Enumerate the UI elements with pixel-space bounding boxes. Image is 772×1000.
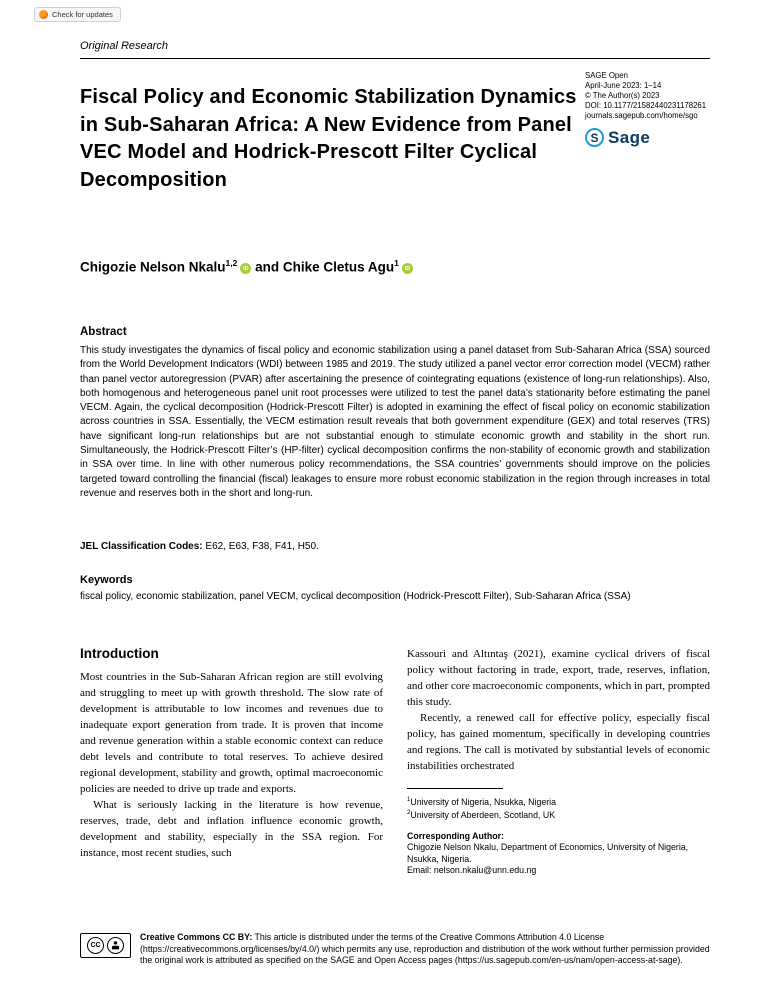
authors-connector: and [251,259,283,275]
sage-wordmark: Sage [608,127,651,147]
corresponding-author-block [407,831,710,877]
author-2-affiliation-sup: 1 [394,258,399,268]
footnote-divider [407,788,503,789]
footnotes-section [407,788,710,877]
affiliation-1-sup: 1 [407,797,411,803]
affiliation-2-sup: 2 [407,810,411,817]
license-body: This article is distributed under the terms of the Creative Commons Attribution 4.0 License (https://creativecommons.org/licenses/by/4.0/) which permits any use, reproduction and distribution of the work without further permission provided the original work is attributed as specified on the SAGE and Open Access pages (https://us.sagepub.com/en-us/nam/open-access-at-sage). [140,932,710,966]
sage-logo [585,128,717,147]
right-paragraph-1: Kassouri and Altıntaş (2021), examine cyclical drivers of fiscal policy without factoring in trade, export, trade, reserves, inflation, and other core macroeconomic components, which in part, prompted this study. [407,648,711,708]
intro-paragraph-1: Most countries in the Sub-Saharan African region are still evolving and struggling to meet up with growth threshold. The slow rate of development is attributable to low incomes and revenues due to inadequate export generation from trade. It is proven that income and revenue generation within a stable economic context can reduce debt levels and contribute to total reserves. To achieve desired regional development, stability and growth, optimal macroeconomic policies are needed to drive up trade and exports. [80,671,383,795]
keywords-section [80,574,710,602]
right-paragraph-2: Recently, a renewed call for effective policy, especially fiscal policy, has gained momentum, specifically in developing countries and regions. The call is motivated by substantial levels of economic instabilities orchestrated [407,712,710,772]
keywords-text: fiscal policy, economic stabilization, panel VECM, cyclical decomposition (Hodrick-Prescott Filter), Sub-Saharan Africa (SSA) [80,591,631,602]
author-1-affiliation-sup: 1,2 [225,258,238,268]
license-section [80,932,712,967]
license-lead: Creative Commons CC BY: [140,932,253,942]
crossmark-icon [39,10,48,19]
cc-by-badge[interactable] [80,933,131,958]
left-column [80,646,383,877]
journal-homepage-link[interactable]: journals.sagepub.com/home/sgo [585,111,698,120]
header-divider [80,58,710,59]
cc-icon: CC [87,937,104,954]
jel-label: JEL Classification Codes: [80,541,203,552]
author-1-name: Chigozie Nelson Nkalu [80,259,226,275]
authors-line [80,258,413,275]
abstract-section [80,326,710,501]
corresponding-author-email[interactable]: Email: nelson.nkalu@unn.edu.ng [407,865,537,876]
keywords-heading: Keywords [80,574,133,586]
article-title: Fiscal Policy and Economic Stabilization Dynamics in Sub-Saharan Africa: A New Evidence from Panel VEC Model and Hodrick-Prescott Filter Cyclical Decomposition [80,86,577,191]
check-for-updates-label: Check for updates [52,10,113,19]
intro-paragraph-2: What is seriously lacking in the literature is how revenue, reserves, trade, debt and inflation influence economic growth, development and stability, especially in the SSA region. For instance, most recent studies, such [80,799,383,859]
check-for-updates-badge[interactable] [34,7,121,22]
copyright-line: © The Author(s) 2023 [585,91,660,100]
jel-codes: E62, E63, F38, F41, H50. [202,541,319,552]
journal-name: SAGE Open [585,71,628,80]
license-text [80,932,712,967]
abstract-text: This study investigates the dynamics of fiscal policy and economic stabilization using a panel dataset from Sub-Saharan Africa (SSA) sourced from the World Development Indicators (WDI) between 1985 and 2019. The study utilized a panel vector error correction model (VECM) rather than panel vector autoregression (PVAR) after ascertaining the presence of cointegrating equations (existence of long-run relationships). Also, both homogenous and heterogeneous panel unit root processes were utilized to test the panel data’s stationarity before estimating the panel VECM. Again, the cyclical decomposition (Hodrick-Prescott Filter) is adopted in examining the effect of fiscal policy on economic stabilization across countries in SSA. Essentially, the VECM estimation result reveals that both government expenditure (GEX) and total reserves (TRS) have significant long-run relationships but are not substantial enough to stimulate economic growth and stability in the short run. Simultaneously, the Hodrick-Prescott Filter’s (HP-filter) cyclical decomposition confirms the non-stability of economic growth and stabilization in SSA over time. In line with other numerous policy recommendations, the SSA countries’ governments should improve on the policies targeted toward controlling the financial (fiscal) leakages to ensure more robust economic stabilization in the region through increases in total revenue and reserves both in the short and long-run. [80,345,710,499]
affiliation-1 [407,795,710,808]
journal-meta [585,71,717,147]
orcid-icon[interactable]: iD [402,263,413,274]
sage-circle-s-icon: S [585,128,604,147]
abstract-heading: Abstract [80,326,127,338]
author-2-name: Chike Cletus Agu [282,259,395,275]
right-column [407,646,710,877]
article-type-label: Original Research [80,40,169,52]
orcid-icon[interactable]: iD [240,263,251,274]
issue-info: April-June 2023: 1–14 [585,81,662,90]
corresponding-author-heading: Corresponding Author: [407,830,504,841]
jel-codes-line [80,541,710,552]
affiliation-2 [407,808,710,821]
corresponding-author-text: Chigozie Nelson Nkalu, Department of Economics, University of Nigeria, Nsukka, Nigeria. [407,842,689,864]
body-columns [80,646,710,877]
affiliation-2-text: University of Aberdeen, Scotland, UK [410,810,556,821]
cc-by-person-icon [107,937,124,954]
doi-link[interactable]: DOI: 10.1177/21582440231178261 [585,101,707,110]
introduction-heading: Introduction [80,646,159,661]
affiliation-1-text: University of Nigeria, Nsukka, Nigeria [410,796,557,807]
